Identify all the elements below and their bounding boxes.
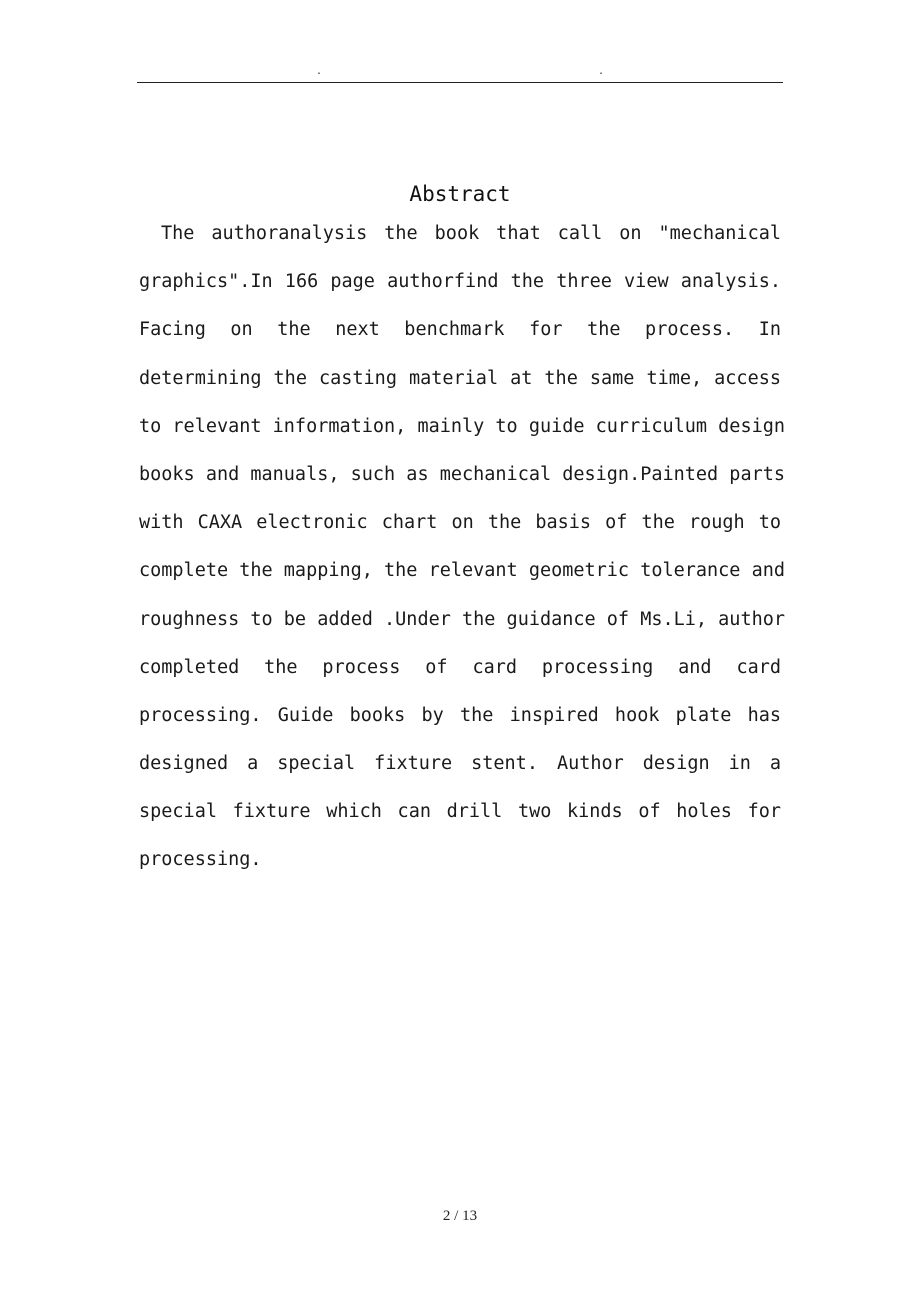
abstract-line: completed the process of card processing and card <box>139 656 781 678</box>
abstract-line: complete the mapping, the relevant geometric tolerance and <box>139 560 786 582</box>
header-mark-left: . <box>316 66 323 77</box>
abstract-line: The authoranalysis the book that call on "mechanical <box>161 223 781 244</box>
abstract-line: special fixture which can drill two kinds of holes for <box>139 801 781 823</box>
abstract-line: designed a special fixture stent. Author design in a <box>139 753 781 775</box>
header-mark-right: . <box>598 66 605 77</box>
abstract-title: Abstract <box>409 182 511 206</box>
abstract-body <box>139 210 786 885</box>
abstract-line: with CAXA electronic chart on the basis of the rough to <box>139 512 781 534</box>
abstract-line: determining the casting material at the same time, access <box>139 367 781 389</box>
abstract-line: roughness to be added .Under the guidance of Ms.Li, author <box>139 608 786 630</box>
page-number: 2 / 13 <box>442 1208 478 1224</box>
header-rule <box>137 82 783 83</box>
abstract-line: books and manuals, such as mechanical design.Painted parts <box>139 463 786 485</box>
abstract-line: Facing on the next benchmark for the process. In <box>139 319 781 341</box>
abstract-line: processing. <box>139 849 262 871</box>
abstract-line: to relevant information, mainly to guide curriculum design <box>139 415 786 437</box>
abstract-line: processing. Guide books by the inspired hook plate has <box>139 704 781 726</box>
abstract-line: graphics".In 166 page authorfind the three view analysis. <box>139 271 781 293</box>
